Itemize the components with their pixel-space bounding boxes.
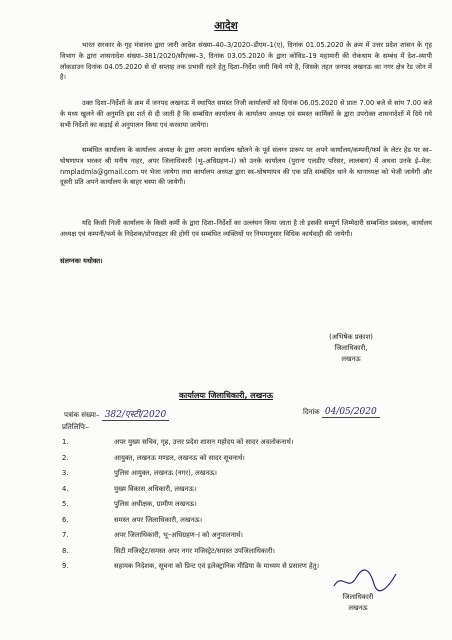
paragraph-1 bbox=[60, 40, 432, 83]
bottom-signatory-designation: जिलाधिकारी bbox=[342, 593, 374, 601]
copy-item-text: मुख्य विकास अधिकारी, लखनऊ। bbox=[114, 484, 197, 493]
copy-item bbox=[60, 530, 432, 546]
copy-item-text: सहायक निदेशक, सूचना को प्रिन्ट एवं इलेक्ट्रानिक मीडिया के माध्यम से प्रसारण हेतु। bbox=[114, 562, 320, 570]
copy-item-text: सिटी मजिस्ट्रेट/समस्त अपर नगर मजिस्ट्रेट/समस्त उपजिलाधिकारी। bbox=[114, 546, 276, 555]
signatory-city: लखनऊ bbox=[341, 355, 361, 363]
copy-item-text: पुलिस आयुक्त, लखनऊ (नगर), लखनऊ। bbox=[114, 469, 218, 477]
signatory-block bbox=[296, 332, 406, 365]
copy-item-text: अपर मुख्य सचिव, गृह, उत्तर प्रदेश शासन महोदय को सादर अवलोकनार्थ। bbox=[114, 438, 294, 446]
letter-number bbox=[64, 407, 169, 420]
copy-item-number: 6. bbox=[62, 515, 69, 524]
paragraph-1-text: भारत सरकार के गृह मंत्रालय द्वारा जारी आदेश संख्या–40–3/2020–डीएम–1(ए), दिनांक 01.05.2020 के क्रम में उत्तर प्रदेश शासन के गृह विभाग के द्वारा शासनादेश संख्या–381/2020/सीएक्स–3, दिनांक 03.05.2020 के द्वारा कोविड–19 महामारी की रोकथाम के सम्बंध में देश–व्यापी लॉकडाउन दिनांक 04.05.2020 से दो सप्ताह तक प्रभावी रहने हेतु दिशा–निर्देश जारी किये गये है, जिसके तहत जनपद लखनऊ का नगर क्षेत्र रेड जोन में है। bbox=[60, 41, 432, 82]
letter-date bbox=[303, 407, 380, 417]
copy-item bbox=[60, 499, 432, 515]
copy-item-number: 1. bbox=[62, 438, 69, 446]
copy-item bbox=[60, 468, 432, 484]
order-title: आदेश bbox=[214, 20, 238, 32]
copy-item-number: 2. bbox=[62, 453, 69, 462]
copy-item-number: 4. bbox=[62, 484, 69, 493]
paragraph-2 bbox=[60, 98, 432, 130]
letter-number-value: 382/एस्टी/2020 bbox=[102, 410, 170, 421]
bottom-signatory-city: लखनऊ bbox=[348, 604, 368, 612]
signatory-designation: जिलाधिकारी, bbox=[334, 344, 368, 352]
copy-item bbox=[60, 437, 432, 453]
paragraph-3-text: सम्बंधित कार्यालय के कार्यालय अध्यक्ष के द्वारा अपना कार्यालय खोलने के पूर्व संलग्न प्रारूप पर अपने कार्यालय/कम्पनी/फर्म के लेटर हेड पर स्व–घोषणापत्र भरकर श्री मनीष नाहर, अपर जिलाधिकारी (भू–अधिग्रहण–I) को उनके कार्यालय (पुराना एलडीए परिसर, लालबाग) में अथवा उनके ई–मेल: nmpladmla@gmail.com पर भेजा जायेगा तथा कार्यालय अध्यक्ष द्वारा स्व–घोषणापत्र की एक प्रति सम्बंधित थाने के थानाध्यक्ष को भेजी जायेगी और दूसरी प्रति अपने कार्यालय के बाहर चस्पा की जायेगी। bbox=[60, 146, 432, 187]
copy-item-text: समस्त अपर जिलाधिकारी, लखनऊ। bbox=[114, 515, 203, 524]
copy-item-text: अपर जिलाधिकारी, भू–अधिग्रहण–I को अनुपालनार्थ। bbox=[114, 531, 243, 539]
enclosure-note: संलग्नकः यथोक्त। bbox=[60, 257, 103, 265]
paragraph-4-text: यदि किसी निजी कार्यालय के किसी कर्मी के द्वारा दिशा–निर्देशों का उल्लंघन किया जाता है तो इसकी सम्पूर्ण जिम्मेदारी सम्बन्धित प्रबंधक, कार्यालय अध्यक्ष एवं कम्पनी/फर्म के निदेशक/प्रोपराइटर की होगी एवं सम्बंधित व्यक्तियों पर नियमानुसार विधिक कार्यवाही की जायेगी। bbox=[60, 219, 432, 238]
copy-item bbox=[60, 515, 432, 531]
copy-item-text: आयुक्त, लखनऊ मण्डल, लखनऊ को सादर सूचनार्थ। bbox=[114, 453, 245, 462]
signatory-name: (अभिषेक प्रकाश) bbox=[329, 333, 373, 341]
copy-item bbox=[60, 484, 432, 500]
letter-number-label: पत्रांक संख्या– bbox=[64, 411, 100, 419]
letter-date-value: 04/05/2020 bbox=[322, 407, 380, 418]
office-heading-text: कार्यालयः जिलाधिकारी, लखनऊ bbox=[179, 391, 273, 400]
signature-scribble bbox=[330, 568, 400, 594]
paragraph-3 bbox=[60, 145, 432, 188]
copy-label: प्रतिलिपिः– bbox=[62, 423, 90, 431]
copy-item-number: 8. bbox=[62, 546, 69, 555]
copy-item-text: पुलिस अधीक्षक, ग्रामीण लखनऊ। bbox=[114, 500, 197, 508]
copy-item bbox=[60, 546, 432, 562]
bottom-signatory-block bbox=[318, 592, 398, 614]
letter-date-label: दिनांक bbox=[303, 408, 320, 416]
paragraph-4 bbox=[60, 218, 432, 240]
copy-item-number: 9. bbox=[62, 562, 69, 570]
copy-list bbox=[60, 437, 432, 577]
office-heading bbox=[0, 390, 452, 401]
copy-item bbox=[60, 453, 432, 469]
copy-item-number: 5. bbox=[62, 500, 69, 508]
copy-item-number: 3. bbox=[62, 469, 69, 477]
copy-item-number: 7. bbox=[62, 531, 69, 539]
paragraph-2-text: उक्त दिशा–निर्देशों के क्रम में जनपद लखनऊ में स्थापित समस्त निजी कार्यालयों को दिनांक 06.05.2020 से प्रातः 7.00 बजे से सांय 7.00 बजे के मध्य खुलने की अनुमति इस शर्त से दी जाती है कि सम्बंधित कार्यालय के कार्यालय अध्यक्ष एवं समस्त कार्मिकों के द्वारा उपरोक्त शासनादेशों में दिये गये सभी निर्देशों का कड़ाई से अनुपालन किया एवं करवाया जायेगा। bbox=[60, 99, 432, 129]
